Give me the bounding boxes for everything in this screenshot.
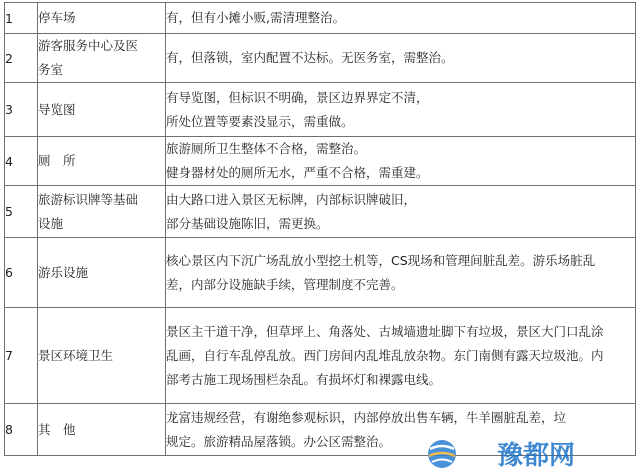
description-line: 规定。旅游精品屋落锁。办公区需整治。 — [166, 433, 392, 449]
description-cell — [166, 83, 636, 137]
table-body — [5, 3, 636, 456]
description-line: 乱画，自行车乱停乱放。西门房间内乱堆乱放杂物。东门南侧有露天垃圾池。内 — [166, 347, 604, 363]
description-line: 有导览图，但标识不明确，景区边界界定不清， — [166, 89, 429, 105]
description-line: 由大路口进入景区无标牌，内部标识牌破旧， — [166, 191, 417, 207]
row-number: 7 — [5, 308, 38, 404]
item-line: 厕 所 — [38, 153, 76, 168]
row-number: 3 — [5, 83, 38, 137]
globe-logo-icon — [428, 440, 456, 468]
description-line: 核心景区内下沉广场乱放小型挖土机等，CS现场和管理间脏乱差。游乐场脏乱 — [166, 252, 596, 268]
item-cell — [38, 137, 166, 186]
item-line: 游客服务中心及医 — [38, 38, 139, 53]
description-line: 龙富违规经营，有谢绝参观标识，内部停放出售车辆，牛羊圈脏乱差，垃 — [166, 409, 567, 425]
watermark-text: 豫都网 — [496, 441, 576, 471]
table-row — [5, 3, 636, 34]
item-line: 其 他 — [38, 421, 76, 437]
watermark-logo — [424, 437, 636, 471]
table-row — [5, 186, 636, 238]
table-row — [5, 34, 636, 83]
item-line: 务室 — [38, 62, 64, 77]
item-line: 导览图 — [38, 101, 76, 117]
item-cell — [38, 83, 166, 137]
item-line: 游乐设施 — [38, 264, 89, 280]
description-cell — [166, 238, 636, 308]
item-line: 设施 — [38, 215, 64, 231]
description-line: 差，内部分设施缺手续，管理制度不完善。 — [166, 276, 404, 292]
description-line: 旅游厕所卫生整体不合格，需整治。 — [166, 141, 367, 156]
item-cell — [38, 34, 166, 83]
table-row — [5, 83, 636, 137]
description-cell — [166, 34, 636, 83]
description-cell — [166, 137, 636, 186]
row-number: 8 — [5, 404, 38, 456]
row-number: 2 — [5, 34, 38, 83]
table-row — [5, 308, 636, 404]
description-line: 健身器材处的厕所无水，严重不合格，需重建。 — [166, 165, 429, 180]
item-line: 旅游标识牌等基础 — [38, 191, 139, 207]
description-line: 部分基础设施陈旧，需更换。 — [166, 215, 329, 231]
inspection-table — [4, 2, 636, 456]
row-number: 1 — [5, 3, 38, 34]
description-cell — [166, 308, 636, 404]
description-cell — [166, 186, 636, 238]
item-line: 景区环境卫生 — [38, 347, 114, 363]
description-line: 景区主干道干净，但草坪上、角落处、古城墙遗址脚下有垃圾，景区大门口乱涂 — [166, 323, 604, 339]
row-number: 6 — [5, 238, 38, 308]
item-line: 停车场 — [38, 10, 76, 25]
row-number: 4 — [5, 137, 38, 186]
description-line: 所处位置等要素没显示，需重做。 — [166, 113, 354, 129]
item-cell — [38, 404, 166, 456]
description-line: 部考古施工现场围栏杂乱。有损坏灯和裸露电线。 — [166, 371, 442, 387]
description-line: 有，但有小摊小贩,需清理整治。 — [166, 10, 345, 25]
table-row — [5, 137, 636, 186]
item-cell — [38, 186, 166, 238]
item-cell — [38, 308, 166, 404]
description-cell — [166, 3, 636, 34]
description-line: 有，但落锁，室内配置不达标。无医务室，需整治。 — [166, 50, 454, 65]
table-row — [5, 238, 636, 308]
item-cell — [38, 238, 166, 308]
row-number: 5 — [5, 186, 38, 238]
item-cell — [38, 3, 166, 34]
